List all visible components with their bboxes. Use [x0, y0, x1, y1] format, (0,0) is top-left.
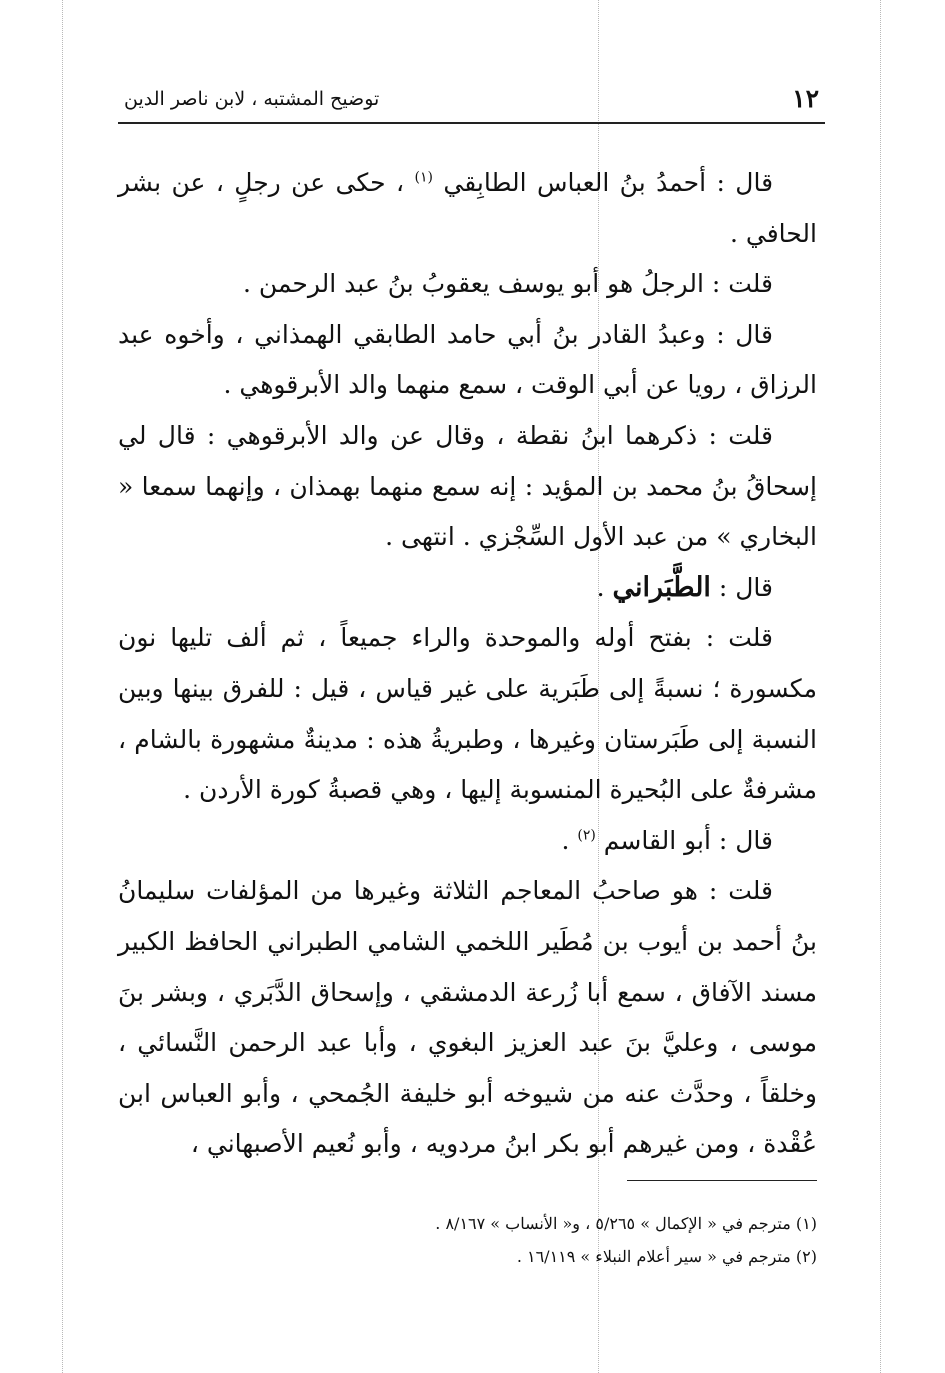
paragraph: قال : وعبدُ القادر بنُ أبي حامد الطابقي الهمذاني ، وأخوه عبد الرزاق ، رويا عن أبي الوقت ، سمع منهما والد الأبرقوهي .	[118, 319, 817, 400]
scan-guide-line	[62, 0, 63, 1373]
main-text	[118, 158, 817, 1170]
page-number: ١٢	[792, 84, 819, 113]
paragraph: قلت : بفتح أوله والموحدة والراء جميعاً ، ثم ألف تليها نون مكسورة ؛ نسبةً إلى طَبَرية على غير قياس ، قيل : للفرق بينها وبين النسبة إلى طَبَرستان وغيرها ، وطبريةُ هذه : مدينةٌ مشهورة بالشام ، مشرفةٌ على البُحيرة المنسوبة إليها ، وهي قصبةُ كورة الأردن .	[118, 623, 817, 805]
paragraph-text: ، حكى عن رجلٍ ، عن بشر الحافي .	[118, 168, 817, 248]
paragraph	[118, 158, 817, 259]
paragraph: قلت : ذكرهما ابنُ نقطة ، وقال عن والد الأبرقوهي : قال لي إسحاقُ بنُ محمد بن المؤيد : إنه سمع منهما بهمذان ، وإنهما سمعا « البخاري » من عبد الأول السِّجْزي . انتهى .	[118, 420, 817, 552]
paragraph-text: .	[596, 572, 605, 602]
footnote: (١) مترجم في « الإكمال » ٥/٢٦٥ ، و« الأنساب » ٨/١٦٧ .	[435, 1214, 817, 1233]
footnote: (٢) مترجم في « سير أعلام النبلاء » ١٦/١١٩ .	[516, 1247, 817, 1266]
paragraph	[118, 563, 817, 614]
paragraph: قلت : الرجلُ هو أبو يوسف يعقوبُ بنُ عبد الرحمن .	[243, 269, 773, 299]
footnote-divider	[627, 1180, 817, 1181]
page-header	[118, 80, 825, 124]
paragraph	[118, 816, 817, 867]
paragraph: قلت : هو صاحبُ المعاجم الثلاثة وغيرها من المؤلفات سليمانُ بنُ أحمد بن أيوب بن مُطَير اللخمي الشامي الطبراني الحافظ الكبير مسند الآفاق ، سمع أبا زُرعة الدمشقي ، وإسحاق الدَّبَري ، وبشر بنَ موسى ، وعليَّ بنَ عبد العزيز البغوي ، وأبا عبد الرحمن النَّسائي ، وخلقاً ، وحدَّث عنه من شيوخه أبو خليفة الجُمحي ، وأبو العباس ابن عُقْدة ، ومن غيرهم أبو بكر ابنُ مردويه ، وأبو نُعيم الأصبهاني ،	[118, 876, 817, 1159]
entry-heading: الطَّبَراني	[612, 571, 711, 603]
running-title: توضيح المشتبه ، لابن ناصر الدين	[124, 88, 380, 110]
paragraph-text: قال : أحمدُ بنُ العباس الطابِقي	[443, 168, 774, 197]
paragraph-text: .	[561, 825, 570, 855]
paragraph-text: قال :	[718, 572, 773, 602]
footnote-reference[interactable]: (٢)	[577, 827, 596, 844]
scan-guide-line	[880, 0, 881, 1373]
footnote-reference[interactable]: (١)	[414, 169, 433, 186]
paragraph-text: قال : أبو القاسم	[603, 825, 773, 855]
footnotes	[118, 1207, 817, 1273]
